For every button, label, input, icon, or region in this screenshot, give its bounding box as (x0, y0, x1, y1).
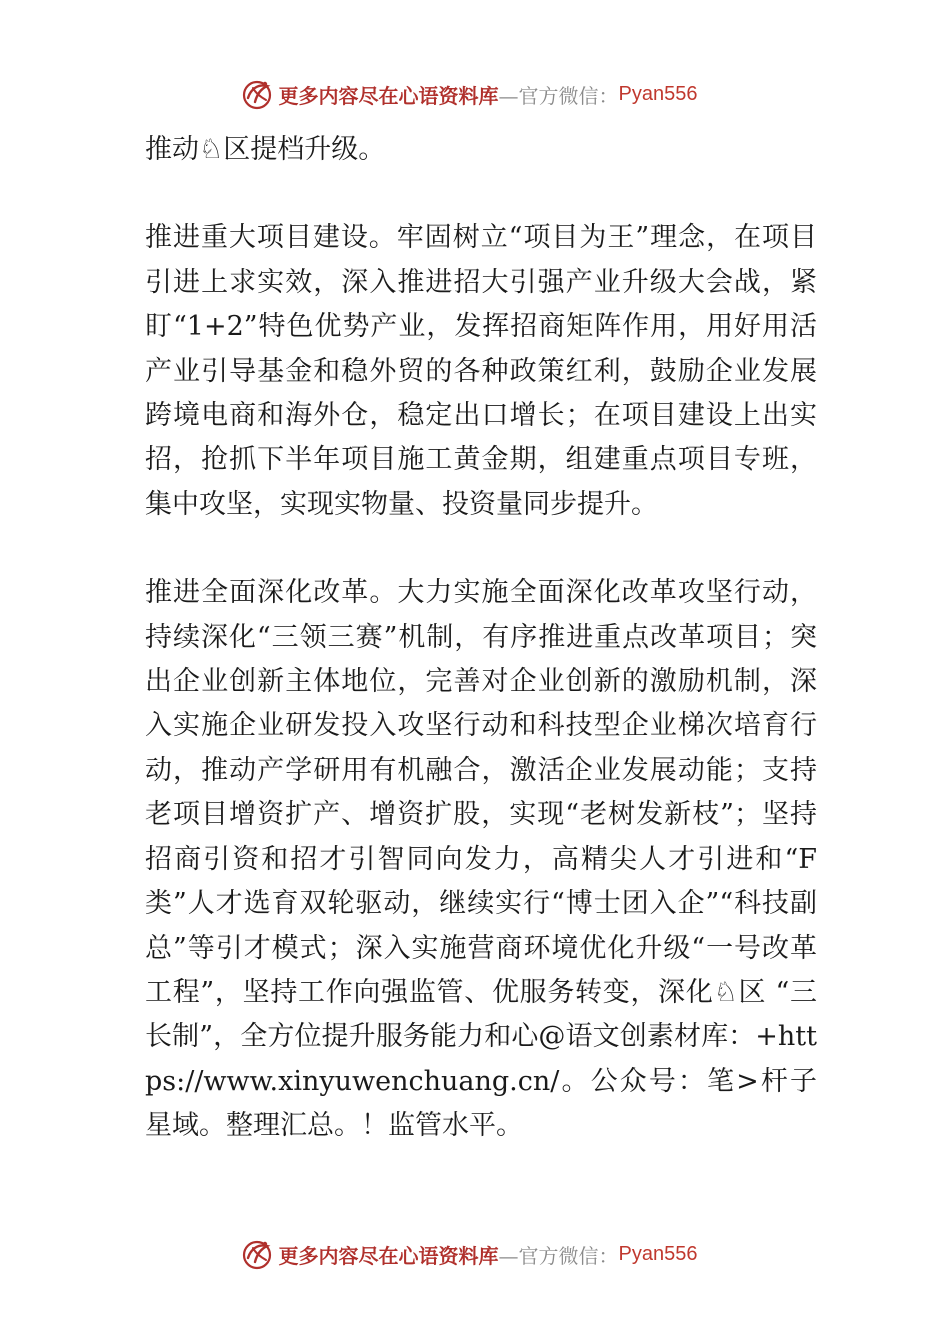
footer-banner (0, 1232, 950, 1276)
header-banner (0, 72, 950, 116)
paragraph-2: 推进重大项目建设。牢固树立“项目为王”理念，在项目引进上求实效，深入推进招大引强产业升级大会战，紧盯“1+2”特色优势产业，发挥招商矩阵作用，用好用活产业引导基金和稳外贸的各种政策红利，鼓励企业发展跨境电商和海外仓，稳定出口增长；在项目建设上出实招，抢抓下半年项目施工黄金期，组建重点项目专班，集中攻坚，实现实物量、投资量同步提升。 (145, 222, 817, 520)
footer-wechat-id: Pyan556 (618, 1242, 698, 1265)
header-brand-text: 更多内容尽在心语资料库 (278, 83, 499, 108)
document-body (145, 128, 817, 1149)
paragraph-1: 推动♘区提档升级。 (145, 134, 386, 165)
brand-logo-icon (239, 76, 275, 112)
brand-logo-icon (239, 1236, 275, 1272)
paragraph-3: 推进全面深化改革。大力实施全面深化改革攻坚行动，持续深化“三领三赛”机制，有序推进重点改革项目；突出企业创新主体地位，完善对企业创新的激励机制，深入实施企业研发投入攻坚行动和科技型企业梯次培育行动，推动产学研用有机融合，激活企业发展动能；支持老项目增资扩产、增资扩股，实现“老树发新枝”；坚持招商引资和招才引智同向发力，高精尖人才引进和“F 类”人才选育双轮驱动，继续实行“博士团入企”“科技副总”等引才模式；深入实施营商环境优化升级“一号改革工程”，坚持工作向强监管、优服务转变，深化♘区 “三长制”，全方位提升服务能力和心@语文创素材库：+https://www.xinyuwenchuang.cn/。公众号：笔>杆子星域。整理汇总。！监管水平。 (145, 577, 817, 1142)
footer-brand-text: 更多内容尽在心语资料库 (278, 1243, 499, 1268)
header-tail-text: —官方微信： (498, 83, 619, 108)
header-wechat-id: Pyan556 (618, 82, 698, 105)
footer-tail-text: —官方微信： (498, 1243, 619, 1268)
